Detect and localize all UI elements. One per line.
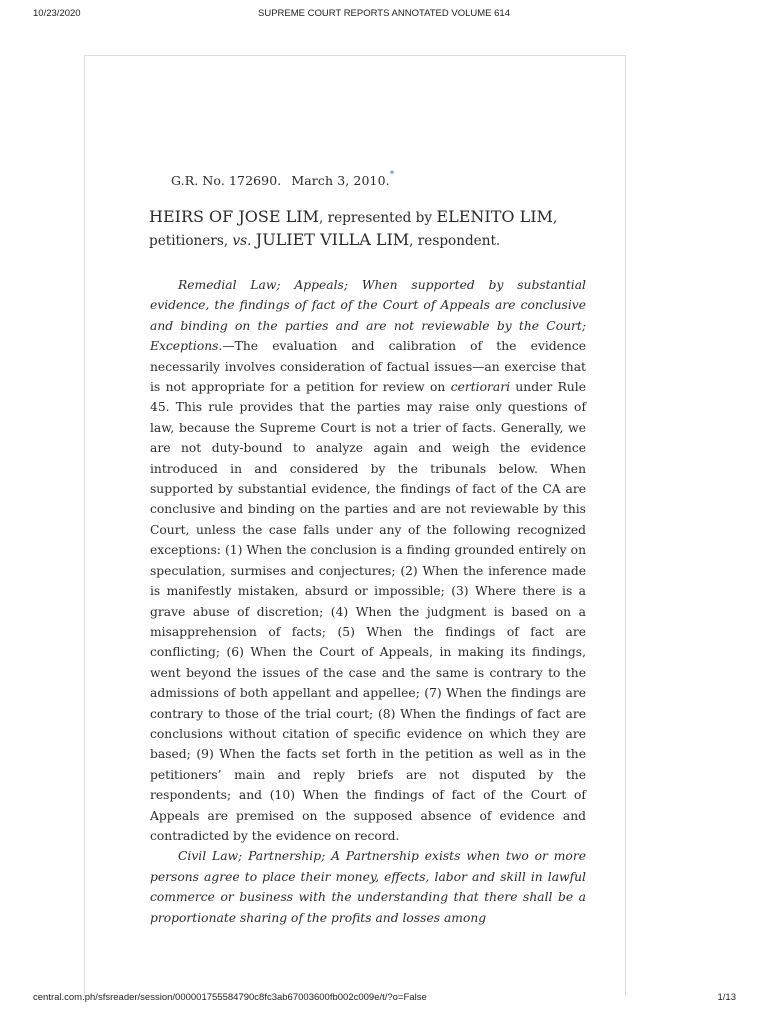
italic-term: certiorari: [450, 380, 511, 395]
gr-number: G.R. No. 172690.: [171, 173, 282, 189]
syllabus-body: [150, 275, 586, 928]
keyword-heading: Civil Law; Partnership; A Partnership exists when two or more persons agree to place their money, effects, labor and skill in lawful commerce or business with the understanding that there shall be a proportionate sharing of the profits and losses among: [150, 849, 586, 925]
page-url: central.com.ph/sfsreader/session/000001755584790c8fc3ab67003600fb002c009e/t/?o=False: [33, 992, 427, 1003]
print-date: 10/23/2020: [33, 8, 81, 19]
representative-name: ELENITO LIM: [436, 207, 553, 226]
paragraph-text: —The evaluation and calibration of the evidence necessarily involves consideration of factual issues—an exercise that is not appropriate for a petition for review on: [150, 339, 586, 395]
syllabus-paragraph: [150, 275, 586, 846]
case-citation: [171, 170, 395, 189]
print-footer: [0, 992, 768, 1014]
respondent-label: , respondent.: [409, 233, 501, 249]
respondent-name: JULIET VILLA LIM: [255, 230, 410, 249]
versus-text: vs.: [232, 233, 252, 249]
keyword-heading: Remedial Law; Appeals; When supported by substantial evidence, the findings of fact of the Court of Appeals are conclusive and binding on the parties and are not reviewable by the Court; Exceptions.: [150, 278, 586, 354]
paragraph-text: under Rule 45. This rule provides that the parties may raise only questions of law, because the Supreme Court is not a trier of facts. Generally, we are not duty-bound to analyze again and weigh the evidence introduced in and considered by the tribunals below. When supported by substantial evidence, the findings of fact of the CA are conclusive and binding on the parties and are not reviewable by this Court, unless the case falls under any of the following recognized exceptions: (1) When the conclusion is a finding grounded entirely on speculation, surmises and conjectures; (2) When the inference made is manifestly mistaken, absurd or impossible; (3) Where there is a grave abuse of discretion; (4) When the judgment is based on a misapprehension of facts; (5) When the findings of fact are conflicting; (6) When the Court of Appeals, in making its findings, went beyond the issues of the case and the same is contrary to the admissions of both appellant and appellee; (7) When the findings are contrary to those of the trial court; (8) When the findings of fact are conclusions without citation of specific evidence on which they are based; (9) When the facts set forth in the petition as well as in the petitioners’ main and reply briefs are not disputed by the respondents; and (10) When the findings of fact of the Court of Appeals are premised on the supposed absence of evidence and contradicted by the evidence on record.: [150, 380, 586, 843]
represented-by-text: , represented by: [318, 210, 437, 226]
print-header: [0, 8, 768, 30]
document-title: SUPREME COURT REPORTS ANNOTATED VOLUME 614: [258, 8, 510, 19]
footnote-link[interactable]: *: [389, 170, 395, 180]
syllabus-paragraph: [150, 846, 586, 928]
document-page: [84, 55, 626, 996]
petitioner-name: HEIRS OF JOSE LIM: [149, 207, 319, 226]
page-counter: 1/13: [717, 992, 736, 1003]
petitioners-label: , petitioners,: [149, 210, 558, 249]
case-parties: [149, 206, 589, 252]
decision-date: March 3, 2010.: [291, 173, 390, 189]
